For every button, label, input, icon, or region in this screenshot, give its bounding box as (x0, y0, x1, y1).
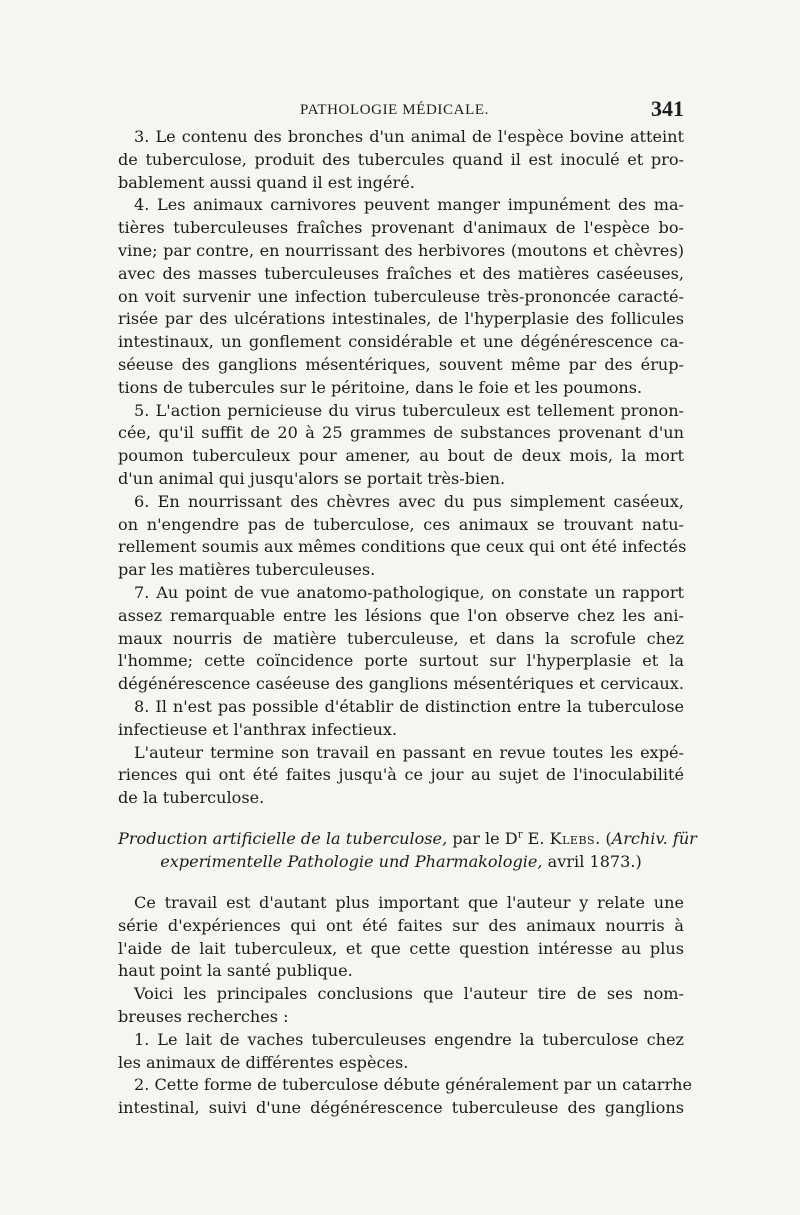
text-line: infectieuse et l'anthrax infectieux. (118, 719, 398, 739)
text-line: assez remarquable entre les lésions que l'on observe chez les ani- (118, 605, 684, 625)
text-line: par les matières tuberculeuses. (118, 560, 376, 580)
text-line: riences qui ont été faites jusqu'à ce jour au sujet de l'inoculabilité (118, 765, 684, 785)
page-number: 341 (651, 96, 684, 121)
citation-journal: Archiv. für (611, 829, 697, 848)
text-line: vine; par contre, en nourrissant des herbivores (moutons et chèvres) (118, 240, 684, 260)
text-line: 5. L'action pernicieuse du virus tuberculeux est tellement pronon- (134, 400, 684, 420)
citation-author: Klebs (549, 829, 596, 848)
text-line: série d'expériences qui ont été faites sur des animaux nourris à (118, 915, 684, 935)
citation-title: Production artificielle de la tuberculose, (118, 829, 448, 848)
text-line: intestinal, suivi d'une dégénérescence tuberculeuse des ganglions (118, 1098, 684, 1118)
page-header (118, 96, 684, 124)
text-line: Ce travail est d'autant plus important que l'auteur y relate une (134, 893, 684, 912)
text-line: tions de tubercules sur le péritoine, dans le foie et les poumons. (118, 377, 643, 397)
section-conclusions-part2 (118, 892, 693, 1120)
text-line: de la tuberculose. (118, 788, 265, 808)
text-line: L'auteur termine son travail en passant en revue toutes les expé- (134, 742, 684, 762)
citation-date: avril 1873.) (542, 851, 642, 871)
text-line: breuses recherches : (118, 1006, 289, 1026)
text-line: cée, qu'il suffit de 20 à 25 grammes de substances provenant d'un (118, 423, 684, 443)
section-conclusions-part1 (118, 126, 687, 810)
text-line: de tuberculose, produit des tubercules quand il est inoculé et pro- (118, 149, 684, 169)
text-line: d'un animal qui jusqu'alors se portait très-bien. (118, 468, 506, 488)
text-line: 7. Au point de vue anatomo-pathologique, on constate un rapport (134, 582, 684, 602)
citation-journal-cont: experimentelle Pathologie und Pharmakologie, (160, 851, 543, 871)
text-line: 4. Les animaux carnivores peuvent manger impunément des ma- (134, 195, 684, 215)
text-line: l'homme; cette coïncidence porte surtout sur l'hyperplasie et la (118, 651, 684, 671)
text-line: 3. Le contenu des bronches d'un animal de l'espèce bovine atteint (134, 127, 684, 146)
text-line: 1. Le lait de vaches tuberculeuses engendre la tuberculose chez (134, 1029, 684, 1049)
citation-heading (118, 828, 697, 874)
text-line: 8. Il n'est pas possible d'établir de distinction entre la tuberculose (134, 696, 684, 716)
text-line: maux nourris de matière tuberculeuse, et dans la scrofule chez (118, 628, 684, 648)
citation-line-2 (118, 851, 684, 874)
text-line: on n'engendre pas de tuberculose, ces animaux se trouvant natu- (118, 514, 684, 534)
text-line: risée par des ulcérations intestinales, de l'hyperplasie des follicules (118, 309, 684, 329)
text-line: Voici les principales conclusions que l'auteur tire de ses nom- (134, 984, 684, 1004)
text-line: bablement aussi quand il est ingéré. (118, 172, 415, 192)
text-line: 2. Cette forme de tuberculose débute généralement par un catarrhe (134, 1075, 693, 1095)
citation-line-1: Production artificielle de la tuberculose, par le $D^r$ E. Klebs. (Archiv. für (118, 829, 697, 848)
text-line: 6. En nourrissant des chèvres avec du pus simplement caséeux, (134, 491, 684, 511)
text-line: haut point la santé publique. (118, 961, 353, 981)
text-line: intestinaux, un gonflement considérable et une dégénérescence ca- (118, 332, 684, 352)
text-line: dégénérescence caséeuse des ganglions mésentériques et cervicaux. (118, 674, 684, 694)
text-line: les animaux de différentes espèces. (118, 1052, 409, 1072)
text-line: avec des masses tuberculeuses fraîches et des matières caséeuses, (118, 263, 684, 283)
text-line: on voit survenir une infection tuberculeuse très-prononcée caracté- (118, 286, 684, 306)
text-line: poumon tuberculeux pour amener, au bout de deux mois, la mort (118, 446, 684, 466)
text-line: tières tuberculeuses fraîches provenant d'animaux de l'espèce bo- (118, 218, 684, 238)
text-line: rellement soumis aux mêmes conditions que ceux qui ont été infectés (118, 537, 687, 557)
text-line: séeuse des ganglions mésentériques, souvent même par des érup- (118, 354, 684, 374)
text-line: l'aide de lait tuberculeux, et que cette question intéresse au plus (118, 938, 684, 958)
running-head: PATHOLOGIE MÉDICALE. (300, 102, 489, 118)
